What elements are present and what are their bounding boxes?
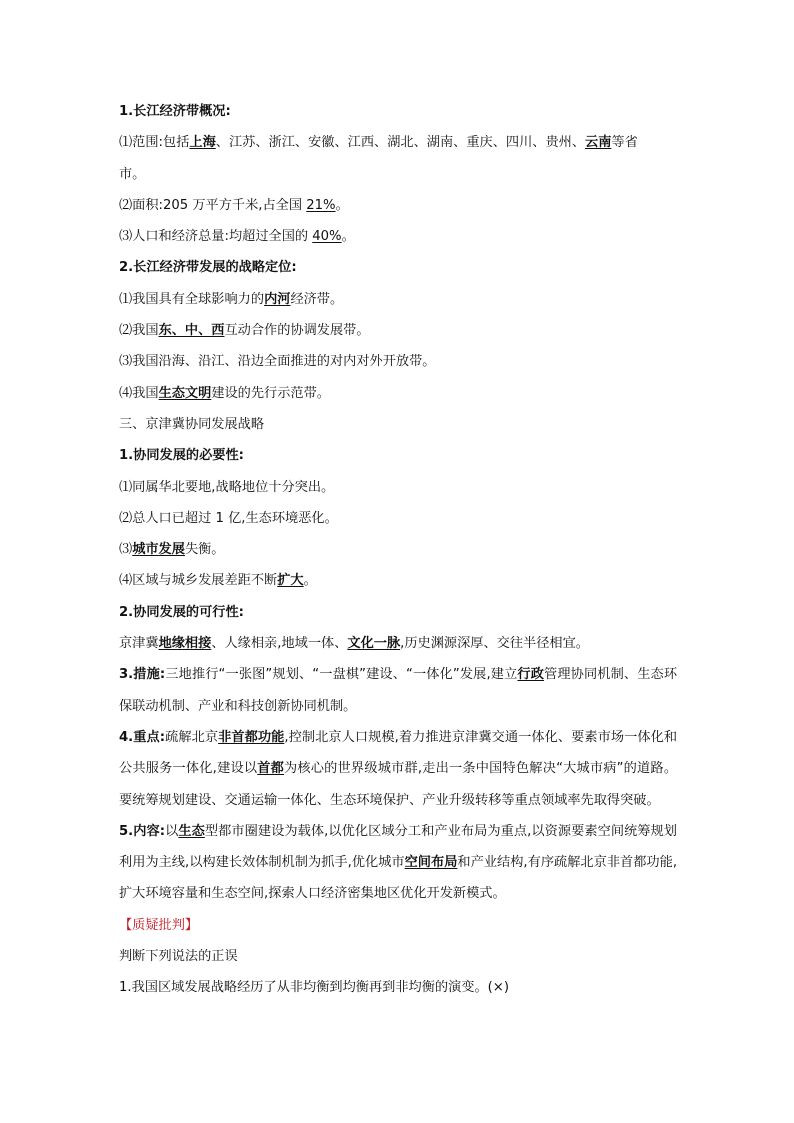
section-heading <box>119 440 677 471</box>
key-term: 生态文明 <box>158 385 212 401</box>
text-segment: 。 <box>341 229 355 245</box>
text-segment: 3.措施: <box>119 667 166 683</box>
key-term: 首都 <box>257 761 285 777</box>
key-term: 地缘相接 <box>158 636 212 652</box>
text-line <box>119 284 677 315</box>
key-term: 上海 <box>189 135 216 151</box>
text-line <box>119 722 677 816</box>
text-segment: 和产业结构,有序疏解北京非首都功能,扩大环境容量和生态空间,探索人口经济密集地区优化开发新模式。 <box>119 855 678 902</box>
text-line <box>119 565 677 596</box>
section-heading <box>119 96 677 127</box>
text-segment: ⑶我国沿海、沿江、沿边全面推进的对内对外开放带。 <box>119 354 436 370</box>
text-segment: 建设的先行示范带。 <box>211 385 330 401</box>
text-line <box>119 409 677 440</box>
text-line <box>119 628 677 659</box>
text-segment: 判断下列说法的正误 <box>119 949 238 965</box>
text-segment: 【质疑批判】 <box>119 917 199 933</box>
key-term: 21% <box>306 197 336 213</box>
section-heading <box>119 252 677 283</box>
key-term: 城市发展 <box>132 542 185 558</box>
key-term: 云南 <box>585 135 612 151</box>
text-line <box>119 315 677 346</box>
key-term: 内河 <box>264 291 291 307</box>
text-segment: ⑴范围:包括 <box>119 135 190 151</box>
text-segment: ⑴同属华北要地,战略地位十分突出。 <box>119 479 335 495</box>
key-term: 空间布局 <box>404 855 458 871</box>
text-segment: 为核心的世界级城市群,走出一条中国特色解决“大城市病”的道路。要统筹规划建设、交通运输一体化、生态环境保护、产业升级转移等重点领域率先取得突破。 <box>119 761 678 808</box>
section-heading <box>119 597 677 628</box>
text-line <box>119 127 677 158</box>
text-line <box>119 534 677 565</box>
text-line <box>119 159 677 190</box>
text-segment: 型都市圈建设为载体,以优化区域分工和产业布局为重点,以资源要素空间统筹规划利用为主线,以构建长效体制机制为抓手,优化城市 <box>119 823 677 871</box>
text-segment: 、人缘相亲,地域一体、 <box>211 636 348 652</box>
text-segment: 互动合作的协调发展带。 <box>224 323 370 339</box>
text-segment: 、江苏、浙江、安徽、江西、湖北、湖南、重庆、四川、贵州、 <box>215 135 586 151</box>
text-segment: 1.我国区域发展战略经历了从非均衡到均衡再到非均衡的演变。(×) <box>119 980 509 996</box>
text-segment: ⑶人口和经济总量:均超过全国的 <box>119 229 313 245</box>
text-segment: 疏解北京 <box>165 729 219 745</box>
text-segment: 市。 <box>119 166 146 182</box>
text-segment: 2.协同发展的可行性: <box>119 604 244 620</box>
text-segment: ,控制北京人口规模,着力推进京津冀交通一体化、要素市场一体化和公共服务一体化,建设以 <box>119 729 678 777</box>
text-segment: 2.长江经济带发展的战略定位: <box>119 260 297 276</box>
text-line <box>119 221 677 252</box>
text-segment: ⑵总人口已超过 1 亿,生态环境恶化。 <box>119 510 338 526</box>
text-segment: 5.内容: <box>119 823 166 839</box>
text-segment: ⑵面积:205 万平方千米,占全国 <box>119 197 307 213</box>
text-segment: 三地推行“一张图”规划、“一盘棋”建设、“一体化”发展,建立 <box>165 667 518 683</box>
text-segment: 经济带。 <box>290 291 344 307</box>
text-segment: 1.协同发展的必要性: <box>119 448 244 464</box>
text-segment: 。 <box>335 197 349 213</box>
text-segment: ⑷区域与城乡发展差距不断 <box>119 573 278 589</box>
text-segment: 以 <box>165 823 179 839</box>
key-term: 非首都功能 <box>218 729 285 745</box>
key-term: 40% <box>312 229 342 245</box>
text-line <box>119 816 677 910</box>
text-segment: ⑷我国 <box>119 385 159 401</box>
text-segment: 京津冀 <box>119 636 159 652</box>
text-line <box>119 503 677 534</box>
text-segment: 。 <box>303 573 317 589</box>
text-segment: 管理协同机制、生态环保联动机制、产业和科技创新协同机制。 <box>119 667 678 714</box>
document-page <box>119 96 677 1004</box>
text-segment: ⑴我国具有全球影响力的 <box>119 291 265 307</box>
key-term: 生态 <box>178 823 205 839</box>
text-line <box>119 346 677 377</box>
text-line <box>119 190 677 221</box>
text-line <box>119 910 677 941</box>
text-segment: 失衡。 <box>184 542 225 558</box>
text-segment: ⑵我国 <box>119 323 159 339</box>
key-term: 扩大 <box>277 573 304 589</box>
text-segment: ,历史渊源深厚、交往半径相宜。 <box>400 636 589 652</box>
text-segment: 1.长江经济带概况: <box>119 104 231 119</box>
text-segment: ⑶ <box>119 542 133 558</box>
text-segment: 4.重点: <box>119 729 166 745</box>
text-line <box>119 659 677 722</box>
key-term: 文化一脉 <box>347 636 401 652</box>
text-line <box>119 941 677 972</box>
key-term: 东、中、西 <box>158 323 225 339</box>
text-segment: 等省 <box>611 135 638 151</box>
text-segment: 三、京津冀协同发展战略 <box>119 416 265 432</box>
key-term: 行政 <box>517 667 545 683</box>
text-line <box>119 472 677 503</box>
text-line <box>119 972 677 1003</box>
text-line <box>119 378 677 409</box>
